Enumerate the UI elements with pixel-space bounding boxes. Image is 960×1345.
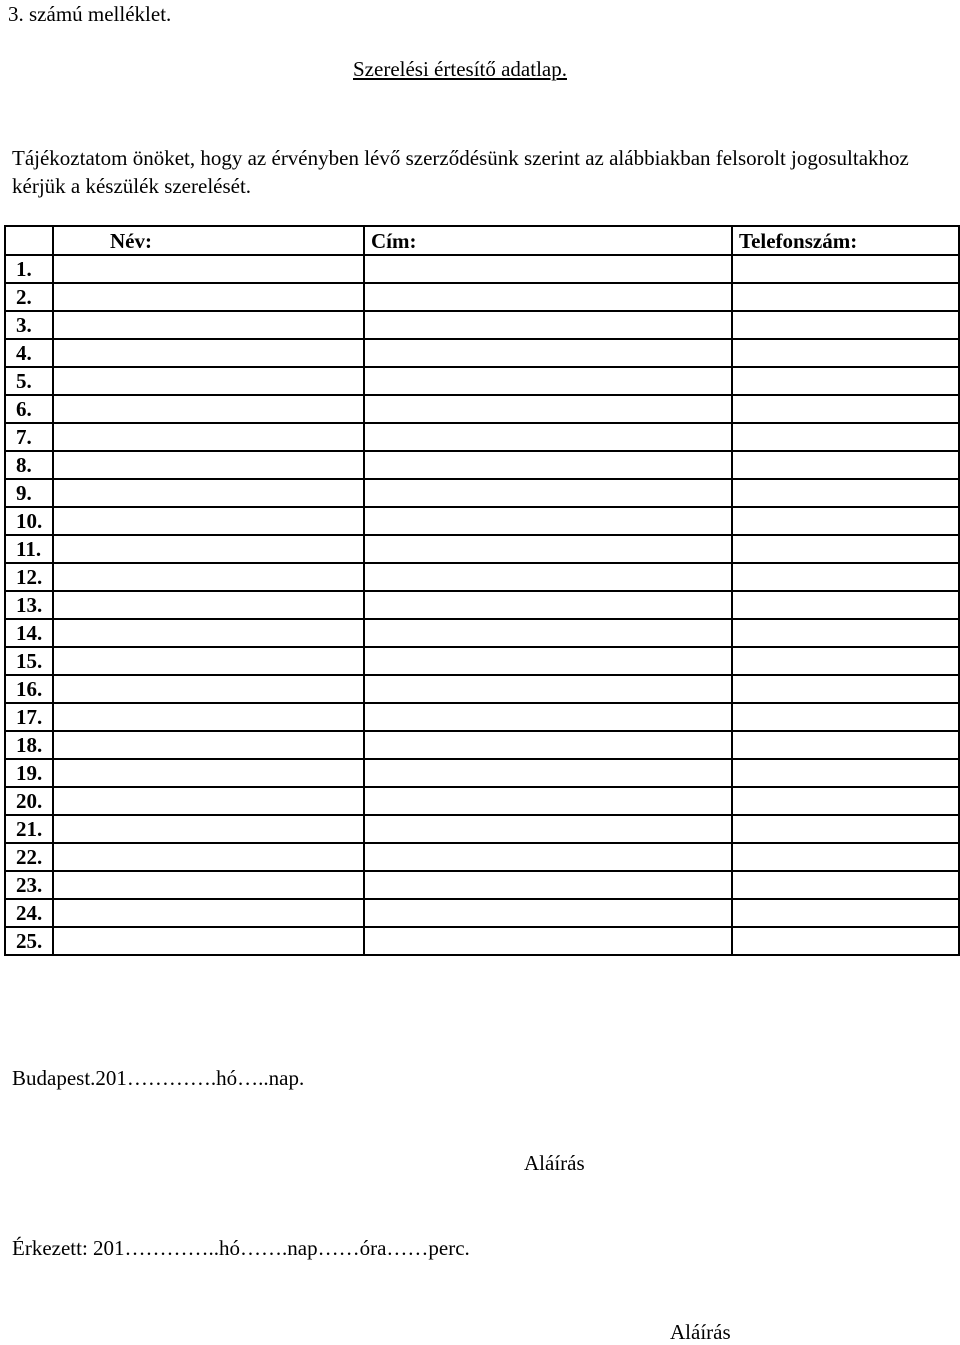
signature-label: Aláírás	[524, 1151, 585, 1175]
table-row	[5, 927, 959, 955]
address-cell[interactable]	[364, 311, 732, 339]
name-cell[interactable]	[53, 899, 364, 927]
address-cell[interactable]	[364, 731, 732, 759]
row-number: 24.	[5, 899, 53, 927]
row-number: 19.	[5, 759, 53, 787]
header-number	[5, 226, 53, 255]
address-cell[interactable]	[364, 759, 732, 787]
address-cell[interactable]	[364, 507, 732, 535]
address-cell[interactable]	[364, 339, 732, 367]
phone-cell[interactable]	[732, 787, 959, 815]
name-cell[interactable]	[53, 535, 364, 563]
name-cell[interactable]	[53, 395, 364, 423]
phone-cell[interactable]	[732, 255, 959, 283]
name-cell[interactable]	[53, 703, 364, 731]
row-number: 21.	[5, 815, 53, 843]
phone-cell[interactable]	[732, 451, 959, 479]
table-row	[5, 255, 959, 283]
table-row	[5, 675, 959, 703]
row-number: 12.	[5, 563, 53, 591]
address-cell[interactable]	[364, 395, 732, 423]
table-row	[5, 479, 959, 507]
table-row	[5, 563, 959, 591]
phone-cell[interactable]	[732, 703, 959, 731]
row-number: 14.	[5, 619, 53, 647]
row-number: 6.	[5, 395, 53, 423]
intro-paragraph: Tájékoztatom önöket, hogy az érvényben lévő szerződésünk szerint az alábbiakban felsorolt jogosultakhoz kérjük a készülék szerelését.	[12, 146, 909, 198]
name-cell[interactable]	[53, 759, 364, 787]
name-cell[interactable]	[53, 507, 364, 535]
table-row	[5, 787, 959, 815]
table-row	[5, 311, 959, 339]
phone-cell[interactable]	[732, 815, 959, 843]
table-row	[5, 395, 959, 423]
table-row	[5, 423, 959, 451]
address-cell[interactable]	[364, 451, 732, 479]
address-cell[interactable]	[364, 563, 732, 591]
name-cell[interactable]	[53, 619, 364, 647]
table-row	[5, 339, 959, 367]
table-row	[5, 283, 959, 311]
row-number: 8.	[5, 451, 53, 479]
table-row	[5, 451, 959, 479]
name-cell[interactable]	[53, 255, 364, 283]
address-cell[interactable]	[364, 815, 732, 843]
row-number: 3.	[5, 311, 53, 339]
name-cell[interactable]	[53, 647, 364, 675]
table-row	[5, 647, 959, 675]
header-address: Cím:	[364, 226, 732, 255]
address-cell[interactable]	[364, 283, 732, 311]
phone-cell[interactable]	[732, 759, 959, 787]
row-number: 2.	[5, 283, 53, 311]
installation-table	[4, 225, 960, 956]
table-row	[5, 899, 959, 927]
phone-cell[interactable]	[732, 339, 959, 367]
phone-cell[interactable]	[732, 535, 959, 563]
row-number: 10.	[5, 507, 53, 535]
row-number: 13.	[5, 591, 53, 619]
name-cell[interactable]	[53, 843, 364, 871]
header-phone: Telefonszám:	[732, 226, 959, 255]
address-cell[interactable]	[364, 535, 732, 563]
row-number: 15.	[5, 647, 53, 675]
row-number: 5.	[5, 367, 53, 395]
phone-cell[interactable]	[732, 423, 959, 451]
table-row	[5, 871, 959, 899]
table-row	[5, 703, 959, 731]
name-cell[interactable]	[53, 675, 364, 703]
address-cell[interactable]	[364, 619, 732, 647]
row-number: 7.	[5, 423, 53, 451]
phone-cell[interactable]	[732, 871, 959, 899]
header-name: Név:	[53, 226, 364, 255]
phone-cell[interactable]	[732, 563, 959, 591]
name-cell[interactable]	[53, 871, 364, 899]
name-cell[interactable]	[53, 283, 364, 311]
table-row	[5, 731, 959, 759]
address-cell[interactable]	[364, 927, 732, 955]
row-number: 22.	[5, 843, 53, 871]
address-cell[interactable]	[364, 591, 732, 619]
address-cell[interactable]	[364, 647, 732, 675]
address-cell[interactable]	[364, 675, 732, 703]
table-header-row	[5, 226, 959, 255]
phone-cell[interactable]	[732, 591, 959, 619]
table-row	[5, 759, 959, 787]
phone-cell[interactable]	[732, 395, 959, 423]
phone-cell[interactable]	[732, 507, 959, 535]
row-number: 4.	[5, 339, 53, 367]
table-row	[5, 815, 959, 843]
phone-cell[interactable]	[732, 619, 959, 647]
table-row	[5, 843, 959, 871]
row-number: 17.	[5, 703, 53, 731]
row-number: 23.	[5, 871, 53, 899]
phone-cell[interactable]	[732, 647, 959, 675]
name-cell[interactable]	[53, 423, 364, 451]
address-cell[interactable]	[364, 703, 732, 731]
phone-cell[interactable]	[732, 367, 959, 395]
name-cell[interactable]	[53, 451, 364, 479]
address-cell[interactable]	[364, 255, 732, 283]
phone-cell[interactable]	[732, 927, 959, 955]
name-cell[interactable]	[53, 787, 364, 815]
name-cell[interactable]	[53, 563, 364, 591]
row-number: 18.	[5, 731, 53, 759]
phone-cell[interactable]	[732, 899, 959, 927]
phone-cell[interactable]	[732, 479, 959, 507]
address-cell[interactable]	[364, 367, 732, 395]
table-row	[5, 619, 959, 647]
name-cell[interactable]	[53, 731, 364, 759]
table-row	[5, 535, 959, 563]
phone-cell[interactable]	[732, 843, 959, 871]
name-cell[interactable]	[53, 367, 364, 395]
row-number: 20.	[5, 787, 53, 815]
table-row	[5, 507, 959, 535]
name-cell[interactable]	[53, 339, 364, 367]
annex-label: 3. számú melléklet.	[8, 2, 172, 26]
date-line: Budapest.201………….hó…..nap.	[12, 1066, 305, 1090]
name-cell[interactable]	[53, 311, 364, 339]
address-cell[interactable]	[364, 479, 732, 507]
table-row	[5, 591, 959, 619]
phone-cell[interactable]	[732, 283, 959, 311]
row-number: 16.	[5, 675, 53, 703]
phone-cell[interactable]	[732, 731, 959, 759]
row-number: 1.	[5, 255, 53, 283]
name-cell[interactable]	[53, 927, 364, 955]
phone-cell[interactable]	[732, 675, 959, 703]
address-cell[interactable]	[364, 899, 732, 927]
table-row	[5, 367, 959, 395]
address-cell[interactable]	[364, 423, 732, 451]
row-number: 25.	[5, 927, 53, 955]
signature-label-received: Aláírás	[670, 1320, 731, 1344]
address-cell[interactable]	[364, 787, 732, 815]
address-cell[interactable]	[364, 871, 732, 899]
address-cell[interactable]	[364, 843, 732, 871]
name-cell[interactable]	[53, 479, 364, 507]
page-title: Szerelési értesítő adatlap.	[353, 57, 567, 81]
phone-cell[interactable]	[732, 311, 959, 339]
name-cell[interactable]	[53, 815, 364, 843]
name-cell[interactable]	[53, 591, 364, 619]
row-number: 11.	[5, 535, 53, 563]
arrived-line: Érkezett: 201…………..hó…….nap……óra……perc.	[12, 1236, 470, 1260]
row-number: 9.	[5, 479, 53, 507]
